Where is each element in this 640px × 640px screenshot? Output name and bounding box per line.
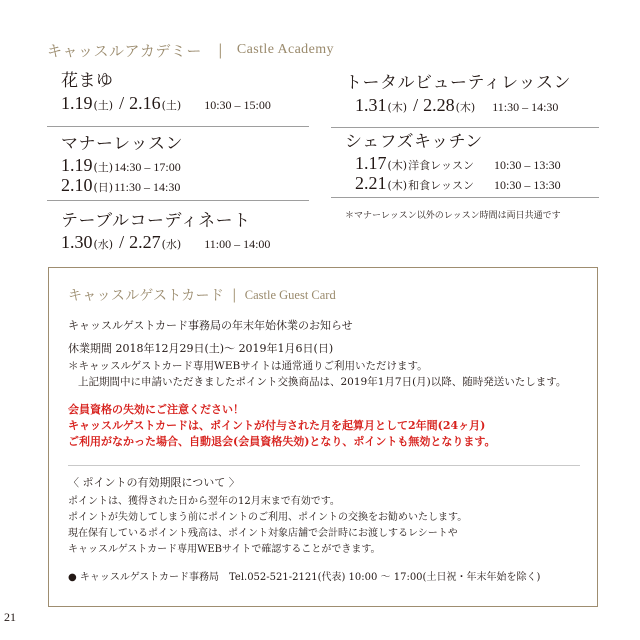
lesson-divider xyxy=(47,126,309,127)
date-slash: / xyxy=(413,95,419,115)
lesson-time: 11:00 – 14:00 xyxy=(204,237,271,251)
lesson-label: 洋食レッスン xyxy=(408,159,474,172)
lesson-day: (木) xyxy=(387,179,408,192)
notice-title: キャッスルゲストカード事務局の年末年始休業のお知らせ xyxy=(68,319,353,332)
validity-line: キャッスルゲストカード専用WEBサイトで確認することができます。 xyxy=(68,544,381,555)
warning-heading: 会員資格の失効にご注意ください！ xyxy=(68,403,244,416)
guest-card-header xyxy=(68,285,336,305)
academy-header xyxy=(47,39,334,61)
lesson-schedule-row xyxy=(355,173,561,194)
lesson-day: (日) xyxy=(93,181,114,194)
lesson-day: (木) xyxy=(387,101,408,114)
lesson-divider xyxy=(331,127,599,128)
lesson-date: 2.27 xyxy=(129,232,161,252)
lesson-day: (水) xyxy=(93,238,114,251)
lesson-time: 10:30 – 13:30 xyxy=(493,178,561,192)
lesson-day: (土) xyxy=(93,99,114,112)
lesson-title: マナーレッスン xyxy=(61,134,183,154)
date-slash: / xyxy=(119,232,125,252)
warning-text: ご利用がなかった場合、自動退会(会員資格失効)となり、ポイントも無効となります。 xyxy=(68,435,496,448)
academy-title-en: Castle Academy xyxy=(236,42,334,57)
date-slash: / xyxy=(119,93,125,113)
notice-note: ＊キャッスルゲストカード専用WEBサイトは通常通りご利用いただけます。 xyxy=(68,360,428,372)
lesson-schedule-row xyxy=(355,153,561,174)
contact-info: ● キャッスルゲストカード事務局 Tel.052-521-2121(代表) 10:00 ～ 17:00(土日祝・年末年始を除く) xyxy=(68,572,541,583)
lesson-date: 2.10 xyxy=(61,175,93,195)
lesson-title: 花まゆ xyxy=(61,71,114,91)
lesson-time: 14:30 – 17:00 xyxy=(114,160,181,174)
page-number: 21 xyxy=(4,610,16,624)
lesson-date: 1.19 xyxy=(61,93,93,113)
lesson-time: 10:30 – 13:30 xyxy=(493,158,561,172)
holiday-period: 休業期間 2018年12月29日(土)～ 2019年1月6日(日) xyxy=(68,342,334,355)
lesson-title: シェフズキッチン xyxy=(345,132,483,152)
lesson-divider xyxy=(47,200,309,201)
lesson-date: 2.21 xyxy=(355,173,387,193)
lesson-day: (水) xyxy=(161,238,182,251)
lesson-day: (木) xyxy=(387,159,408,172)
guest-card-title-en: Castle Guest Card xyxy=(244,287,336,302)
guest-card-title-jp: キャッスルゲストカード xyxy=(68,288,225,304)
lesson-date: 2.28 xyxy=(423,95,455,115)
academy-title-jp: キャッスルアカデミー xyxy=(47,41,202,60)
lesson-day: (土) xyxy=(93,161,114,174)
lesson-schedule xyxy=(61,232,270,253)
lesson-schedule xyxy=(61,93,271,114)
header-separator: | xyxy=(217,41,223,59)
lesson-date: 2.16 xyxy=(129,93,161,113)
validity-heading: 〈 ポイントの有効期限について 〉 xyxy=(68,476,240,489)
lesson-time: 11:30 – 14:30 xyxy=(492,100,559,114)
lesson-day: (木) xyxy=(455,101,476,114)
lesson-title: テーブルコーディネート xyxy=(61,211,251,231)
guest-card-panel xyxy=(48,267,598,607)
lesson-time: 11:30 – 14:30 xyxy=(114,180,181,194)
lesson-date: 1.19 xyxy=(61,155,93,175)
lesson-date: 1.17 xyxy=(355,153,387,173)
lesson-divider xyxy=(331,197,599,198)
header-separator: | xyxy=(232,287,237,303)
validity-line: ポイントが失効してしまう前にポイントのご利用、ポイントの交換をお勧めいたします。 xyxy=(68,512,468,523)
lesson-schedule xyxy=(355,95,558,116)
validity-line: ポイントは、獲得された日から翌年の12月末まで有効です。 xyxy=(68,496,340,507)
lesson-label: 和食レッスン xyxy=(408,179,474,192)
validity-line: 現在保有しているポイント残高は、ポイント対象店舗で会計時にお渡しするレシートや xyxy=(68,528,458,539)
notice-note: 上記期間中に申請いただきましたポイント交換商品は、2019年1月7日(月)以降、随時発送いたします。 xyxy=(78,376,567,388)
lesson-schedule-row xyxy=(61,175,180,196)
lesson-date: 1.31 xyxy=(355,95,387,115)
lesson-title: トータルビューティレッスン xyxy=(345,73,571,93)
lesson-footnote: ＊マナーレッスン以外のレッスン時間は両日共通です xyxy=(345,211,561,221)
warning-text: キャッスルゲストカードは、ポイントが付与された月を起算月として2年間(24ヶ月) xyxy=(68,419,486,432)
lesson-day: (土) xyxy=(161,99,182,112)
lesson-schedule-row xyxy=(61,155,181,176)
lesson-date: 1.30 xyxy=(61,232,93,252)
lesson-time: 10:30 – 15:00 xyxy=(204,98,271,112)
section-divider xyxy=(68,465,580,466)
